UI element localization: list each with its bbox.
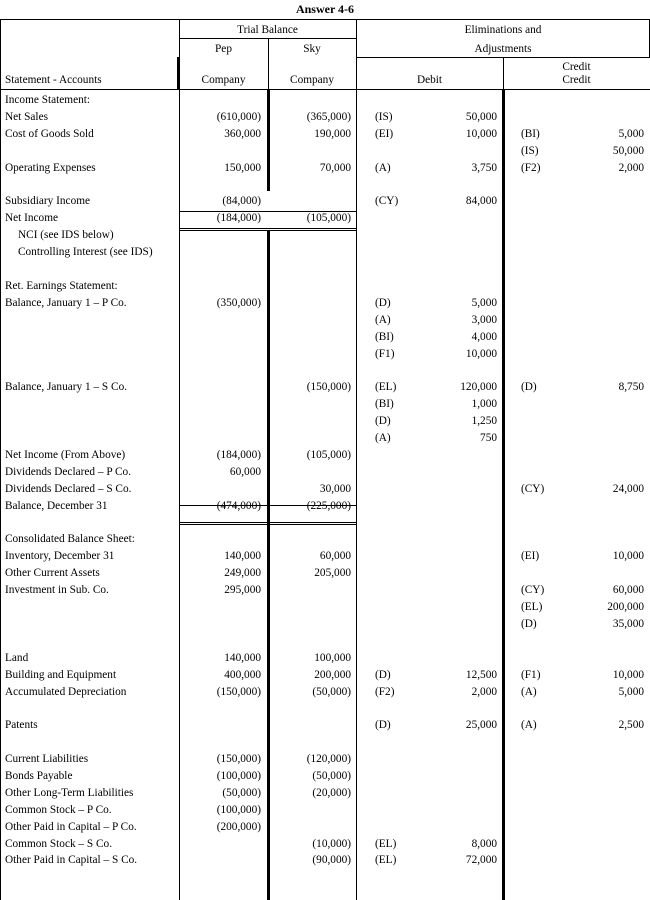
debit-amount: 120,000 [460, 381, 497, 393]
debit-code: (BI) [375, 331, 394, 343]
table-left-border [0, 19, 1, 900]
balance-dec31-bottom-rule-2 [179, 524, 356, 525]
sky-amount: (90,000) [312, 854, 351, 866]
account-label: Subsidiary Income [5, 195, 91, 207]
account-label: Balance, January 1 – S Co. [5, 381, 128, 393]
credit-amount: 2,500 [618, 719, 644, 731]
debit-code: (A) [375, 432, 391, 444]
account-label: Accumulated Depreciation [5, 686, 127, 698]
pep-amount: 249,000 [224, 567, 261, 579]
debit-amount: 8,000 [471, 838, 497, 850]
debit-amount: 10,000 [465, 128, 497, 140]
pep-amount: 360,000 [224, 128, 261, 140]
table-top-border [0, 19, 650, 20]
header-trial-balance: Trial Balance [237, 24, 298, 36]
debit-code: (CY) [375, 195, 399, 207]
pep-amount: (84,000) [222, 195, 261, 207]
account-label: Operating Expenses [5, 162, 96, 174]
debit-code: (A) [375, 314, 391, 326]
account-label: Bonds Payable [5, 770, 73, 782]
debit-amount: 5,000 [471, 297, 497, 309]
debit-code: (D) [375, 719, 391, 731]
credit-code: (EL) [521, 601, 543, 613]
debit-code: (D) [375, 669, 391, 681]
sky-amount: (10,000) [312, 838, 351, 850]
credit-code: (BI) [521, 128, 540, 140]
debit-amount: 1,250 [471, 415, 497, 427]
account-label: NCI (see IDS below) [18, 229, 114, 241]
debit-code: (D) [375, 415, 391, 427]
account-label: Common Stock – P Co. [5, 804, 112, 816]
account-label: Investment in Sub. Co. [5, 584, 109, 596]
header-bottom-border [0, 89, 650, 90]
sky-amount: 200,000 [314, 669, 351, 681]
header-credit-1: Credit [562, 61, 591, 73]
credit-code: (CY) [521, 483, 545, 495]
pep-amount: (150,000) [216, 686, 261, 698]
account-label: Consolidated Balance Sheet: [5, 533, 135, 545]
credit-amount: 200,000 [607, 601, 644, 613]
credit-code: (D) [521, 381, 537, 393]
header-debit: Debit [416, 74, 443, 86]
account-label: Patents [5, 719, 38, 731]
debit-code: (IS) [375, 111, 393, 123]
credit-code: (F2) [521, 162, 541, 174]
pep-amount: (150,000) [216, 753, 261, 765]
credit-amount: 50,000 [612, 145, 644, 157]
debit-amount: 84,000 [465, 195, 497, 207]
account-label: Net Income [5, 212, 59, 224]
credit-amount: 24,000 [612, 483, 644, 495]
pep-amount: 150,000 [224, 162, 261, 174]
account-label: Net Sales [5, 111, 48, 123]
sky-amount: 100,000 [314, 652, 351, 664]
account-label: Income Statement: [5, 94, 91, 106]
pep-amount: 60,000 [229, 466, 261, 478]
sky-amount: (50,000) [312, 686, 351, 698]
credit-code: (EI) [521, 550, 540, 562]
credit-code: (A) [521, 686, 537, 698]
pep-amount: (50,000) [222, 787, 261, 799]
credit-code: (F1) [521, 669, 541, 681]
account-label: Other Long-Term Liabilities [5, 787, 134, 799]
account-label: Dividends Declared – P Co. [5, 466, 132, 478]
debit-amount: 50,000 [465, 111, 497, 123]
credit-amount: 8,750 [618, 381, 644, 393]
pep-amount: 400,000 [224, 669, 261, 681]
credit-amount: 5,000 [618, 686, 644, 698]
debit-amount: 1,000 [471, 398, 497, 410]
header-credit-2: Credit [562, 74, 591, 86]
debit-code: (F1) [375, 348, 395, 360]
account-label: Controlling Interest (see IDS) [18, 246, 153, 258]
divider-debit-credit-body [502, 89, 505, 900]
credit-amount: 2,000 [618, 162, 644, 174]
pep-amount: (610,000) [216, 111, 261, 123]
account-label: Cost of Goods Sold [5, 128, 94, 140]
balance-dec31-bottom-rule [179, 522, 356, 523]
account-label: Other Current Assets [5, 567, 100, 579]
sky-amount: 60,000 [319, 550, 351, 562]
sky-amount: 30,000 [319, 483, 351, 495]
account-label: Balance, January 1 – P Co. [5, 297, 127, 309]
account-label: Building and Equipment [5, 669, 117, 681]
debit-code: (EL) [375, 381, 397, 393]
account-label: Other Paid in Capital – P Co. [5, 821, 137, 833]
debit-amount: 750 [480, 432, 497, 444]
debit-amount: 2,000 [471, 686, 497, 698]
debit-amount: 12,500 [465, 669, 497, 681]
pep-amount: (100,000) [216, 804, 261, 816]
header-sky: Sky [303, 43, 321, 55]
header-pep: Pep [215, 43, 232, 55]
debit-code: (D) [375, 297, 391, 309]
sky-amount: 190,000 [314, 128, 351, 140]
sky-amount: 70,000 [319, 162, 351, 174]
debit-amount: 25,000 [465, 719, 497, 731]
account-label: Common Stock – S Co. [5, 838, 113, 850]
account-label: Current Liabilities [5, 753, 89, 765]
account-label: Net Income (From Above) [5, 449, 126, 461]
debit-code: (EL) [375, 838, 397, 850]
sky-amount: (105,000) [306, 449, 351, 461]
debit-amount: 72,000 [465, 854, 497, 866]
debit-amount: 10,000 [465, 348, 497, 360]
sky-amount: 205,000 [314, 567, 351, 579]
debit-amount: 3,000 [471, 314, 497, 326]
debit-code: (EL) [375, 854, 397, 866]
net-income-bottom-rule [179, 228, 356, 229]
credit-code: (D) [521, 618, 537, 630]
net-income-bottom-rule-2 [179, 230, 356, 231]
credit-code: (A) [521, 719, 537, 731]
credit-code: (CY) [521, 584, 545, 596]
debit-code: (EI) [375, 128, 394, 140]
debit-code: (BI) [375, 398, 394, 410]
credit-amount: 35,000 [612, 618, 644, 630]
pep-amount: (184,000) [216, 212, 261, 224]
header-adjustments: Adjustments [474, 43, 532, 55]
account-label: Other Paid in Capital – S Co. [5, 854, 138, 866]
debit-amount: 3,750 [471, 162, 497, 174]
pep-amount: (350,000) [216, 297, 261, 309]
sky-amount: (150,000) [306, 381, 351, 393]
account-label: Ret. Earnings Statement: [5, 280, 118, 292]
pep-amount: 140,000 [224, 550, 261, 562]
credit-amount: 10,000 [612, 669, 644, 681]
debit-code: (F2) [375, 686, 395, 698]
worksheet-title: Answer 4-6 [295, 2, 355, 16]
sky-amount: (225,000) [306, 500, 351, 512]
sky-amount: (365,000) [306, 111, 351, 123]
sky-amount: (20,000) [312, 787, 351, 799]
header-eliminations: Eliminations and [464, 24, 542, 36]
sky-amount: (105,000) [306, 212, 351, 224]
debit-amount: 4,000 [471, 331, 497, 343]
pep-amount: (184,000) [216, 449, 261, 461]
header-company-sky: Company [290, 74, 334, 86]
account-label: Dividends Declared – S Co. [5, 483, 132, 495]
pep-amount: 140,000 [224, 652, 261, 664]
account-label: Inventory, December 31 [5, 550, 115, 562]
credit-amount: 5,000 [618, 128, 644, 140]
pep-amount: (474,000) [216, 500, 261, 512]
sky-amount: (120,000) [306, 753, 351, 765]
credit-amount: 60,000 [612, 584, 644, 596]
header-company-pep: Company [201, 74, 246, 86]
account-label: Balance, December 31 [5, 500, 108, 512]
pep-amount: (100,000) [216, 770, 261, 782]
divider-sky-elim-body [356, 89, 357, 900]
pep-amount: 295,000 [224, 584, 261, 596]
sky-amount: (50,000) [312, 770, 351, 782]
pep-amount: (200,000) [216, 821, 261, 833]
debit-code: (A) [375, 162, 391, 174]
credit-amount: 10,000 [612, 550, 644, 562]
account-label: Land [5, 652, 29, 664]
header-statement-accounts: Statement - Accounts [5, 74, 102, 86]
credit-code: (IS) [521, 145, 539, 157]
